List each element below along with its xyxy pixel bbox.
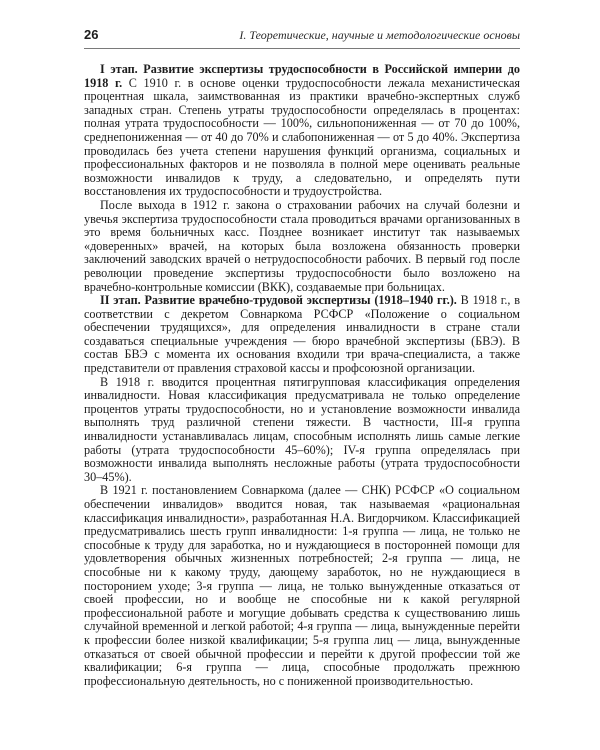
body-text xyxy=(84,63,520,688)
paragraph-text: В 1918 г., в соответствии с декретом Совнаркома РСФСР «Положение о социальном обеспечении трудящихся», для определения инвалидности в стране стали создаваться специальные учреждения — бюро врачебной экспертизы (БВЭ). В состав БВЭ с момента их основания входили три врача-специалиста, а также представители от правления страховой кассы и профсоюзной организации. xyxy=(84,293,520,376)
paragraph-stage-2 xyxy=(84,294,520,376)
paragraph-text: В 1918 г. вводится процентная пятигрупповая классификация определения инвалидности. Новая классификация предусматривала не только определение процентов утраты трудоспособности, но и установление возможности инвалида выполнять труд различной степени тяжести. В частности, III-я группа инвалидности устанавливалась лицам, способным исполнять лишь самые легкие работы (утрата трудоспособности 45–60%); IV-я группа определялась при возможности инвалида выполнять несложные работы (утрата трудоспособности 30–45%). xyxy=(84,374,520,484)
running-title: I. Теоретические, научные и методологические основы xyxy=(239,28,520,42)
paragraph xyxy=(84,376,520,485)
paragraph-stage-1 xyxy=(84,63,520,199)
paragraph xyxy=(84,199,520,294)
page-number: 26 xyxy=(84,27,99,42)
paragraph-text: С 1910 г. в основе оценки трудоспособности лежала механистическая процентная шкала, заимствованная из практики врачебно-экспертных служб западных стран. Степень утраты трудоспособности определялась в процентах: полная утрата трудоспособности — 100%, сильнопониженная — от 70 до 100%, среднепониженная — от 40 до 70% и слабопониженная — от 5 до 40%. Экспертиза проводилась без учета степени нарушения функций организма, социальных и профессиональных факторов и не позволяла в полной мере оценивать реальные возможности инвалидов к труду, а следовательно, и определять пути восстановления их трудоспособности и трудоустройства. xyxy=(84,75,520,199)
paragraph xyxy=(84,484,520,688)
stage-2-heading: II этап. Развитие врачебно-трудовой экспертизы (1918–1940 гг.). xyxy=(100,293,457,308)
paragraph-text: В 1921 г. постановлением Совнаркома (далее — СНК) РСФСР «О социальном обеспечении инвалидов» вводится новая, так называемая «рациональная классификация инвалидности», разработанная Н.А. Вигдорчиком. Классификацией предусматривались шесть групп инвалидности: 1-я группа — лица, не только не способные к труду для заработка, но и нуждающиеся в посторонней помощи для удовлетворения обычных жизненных потребностей; 2-я группа — лица, не способные ни к какому труду, дающему заработок, но не нуждающиеся в посторонием уходе; 3-я группа — лица, не только вынужденные отказаться от своей профессии, но и вообще не способные ни к какой регулярной профессиональной работе и могущие добывать средства к существованию лишь случайной временной и легкой работой; 4-я группа — лица, вынужденные перейти к профессии более низкой квалификации; 5-я группа лиц — лица, вынужденные отказаться от своей обычной профессии и перейти к другой профессии той же квалификации; 6-я группа — лица, способные продолжать прежнюю профессиональную деятельность, но с пониженной производительностью. xyxy=(84,483,520,688)
paragraph-text: После выхода в 1912 г. закона о страховании рабочих на случай болезни и увечья экспертиза трудоспособности стала проводиться врачами организованных в это время больничных касс. Позднее возникает институт так называемых «доверенных» врачей, на которых была возложена обязанность проверки заключений заводских врачей о нетрудоспособности рабочих. В первый год после революции проведение экспертизы трудоспособности было возложено на врачебно-контрольные комиссии (ВКК), создаваемые при больницах. xyxy=(84,197,520,294)
page-header xyxy=(84,27,520,49)
stage-1-heading: I этап. Развитие экспертизы трудоспособности в Российской империи до 1918 г. xyxy=(84,62,520,90)
